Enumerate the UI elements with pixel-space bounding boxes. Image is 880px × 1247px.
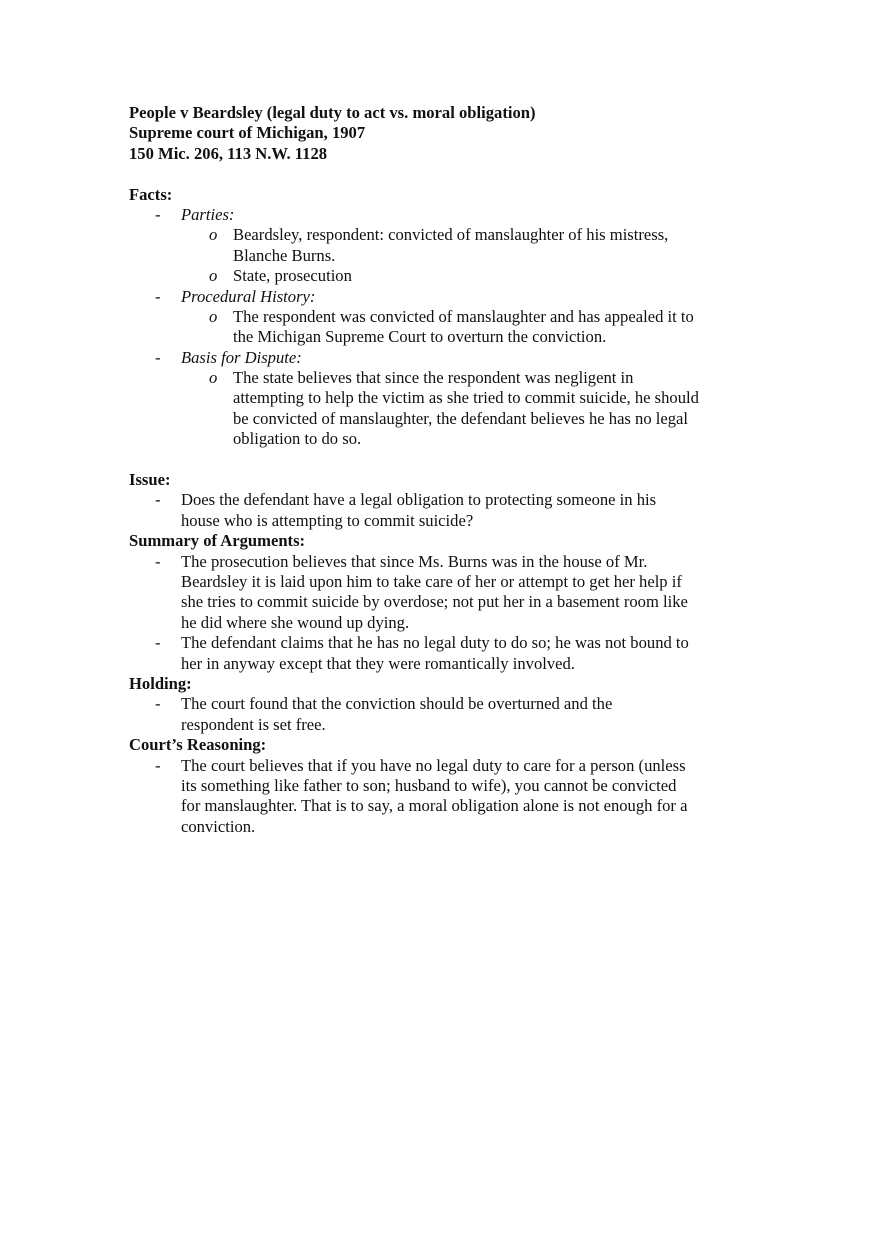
sub-bullet-line: attempting to help the victim as she tried to commit suicide, he should [233,388,699,408]
reasoning-heading: Court’s Reasoning: [129,735,267,755]
bullet-line: her in anyway except that they were romantically involved. [181,653,575,673]
circle-bullet-icon: o [209,225,218,245]
arguments-list [129,552,759,674]
bullet-line: Beardsley it is laid upon him to take care of her or attempt to get her help if [181,571,682,591]
sub-bullet-line: the Michigan Supreme Court to overturn the conviction. [233,327,607,347]
bullet-line: The prosecution believes that since Ms. Burns was in the house of Mr. - [155,551,648,571]
facts-heading: Facts: [129,184,173,204]
circle-bullet-icon: o [209,306,218,326]
dash-bullet-icon: - [155,204,161,224]
dash-bullet-icon: - [155,633,161,653]
bullet-line: The court believes that if you have no legal duty to care for a person (unless - [155,755,686,775]
dash-bullet-icon: - [155,490,161,510]
dash-bullet-icon: - [155,347,161,367]
sub-bullet-line: Beardsley, respondent: convicted of manslaughter of his mistress, o [209,225,669,245]
facts-subheading: Procedural History: - [155,286,316,306]
sub-bullet-line: obligation to do so. [233,429,362,449]
arguments-heading: Summary of Arguments: [129,531,306,551]
citation: 150 Mic. 206, 113 N.W. 1128 [129,143,328,163]
bullet-line: conviction. [181,816,256,836]
reasoning-list [129,756,759,838]
dash-bullet-icon: - [155,551,161,571]
bullet-line: house who is attempting to commit suicide? [181,510,474,530]
dash-bullet-icon: - [155,286,161,306]
sub-bullet-line: The respondent was convicted of manslaughter and has appealed it to o [209,306,694,326]
bullet-line: its something like father to son; husband to wife), you cannot be convicted [181,775,677,795]
facts-subheading: Parties: - [155,204,235,224]
bullet-line: The defendant claims that he has no legal duty to do so; he was not bound to - [155,633,689,653]
bullet-line: Does the defendant have a legal obligation to protecting someone in his - [155,490,657,510]
dash-bullet-icon: - [155,755,161,775]
case-title: People v Beardsley (legal duty to act vs. moral obligation) [129,103,536,122]
sub-bullet-line: State, prosecution o [209,266,352,286]
issue-list [129,490,759,531]
bullet-line: The court found that the conviction should be overturned and the - [155,694,613,714]
bullet-line: for manslaughter. That is to say, a moral obligation alone is not enough for a [181,796,688,816]
bullet-line: he did where she wound up dying. [181,612,410,632]
document [129,103,759,837]
circle-bullet-icon: o [209,368,218,388]
sub-bullet-line: Blanche Burns. [233,245,336,265]
facts-subheading: Basis for Dispute: - [155,347,302,367]
holding-heading: Holding: [129,673,192,693]
issue-heading: Issue: [129,470,171,490]
sub-bullet-line: The state believes that since the respondent was negligent in o [209,368,634,388]
holding-list [129,694,759,735]
bullet-line: she tries to commit suicide by overdose; not put her in a basement room like [181,592,688,612]
circle-bullet-icon: o [209,266,218,286]
facts-section [129,205,759,450]
sub-bullet-line: be convicted of manslaughter, the defendant believes he has no legal [233,408,689,428]
dash-bullet-icon: - [155,694,161,714]
bullet-line: respondent is set free. [181,714,326,734]
court-name: Supreme court of Michigan, 1907 [129,123,366,143]
